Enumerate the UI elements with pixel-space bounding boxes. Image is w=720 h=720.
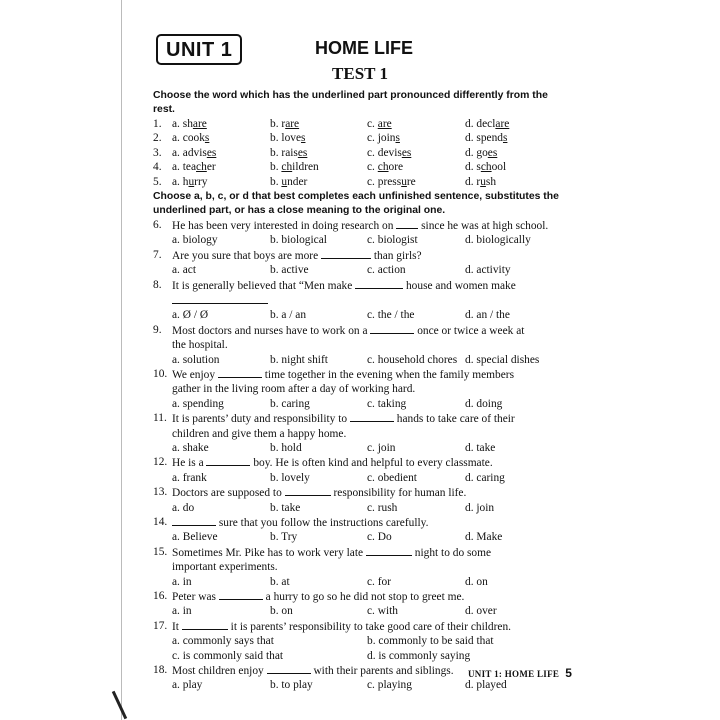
option-letter: a. xyxy=(172,175,180,188)
sentence-text: Doctors are supposed to xyxy=(172,487,285,500)
sentence-text: He is a xyxy=(172,457,207,470)
sentence-text: it is parents’ responsibility to take good care of their children. xyxy=(227,620,512,633)
underlined-part: es xyxy=(487,146,498,159)
question-number: 8. xyxy=(153,278,162,291)
sentence-text: Sometimes Mr. Pike has to work very late xyxy=(172,546,366,559)
sentence-text: night to do some xyxy=(411,546,492,559)
answer-option[interactable] xyxy=(367,175,416,189)
question-stem xyxy=(153,411,571,426)
answer-option[interactable]: a. biology xyxy=(172,234,218,247)
answer-option[interactable] xyxy=(367,160,403,174)
options-row xyxy=(153,397,571,411)
question-stem xyxy=(153,248,571,263)
page-footer xyxy=(468,664,578,682)
scan-artifact xyxy=(112,691,127,719)
answer-blank[interactable] xyxy=(350,411,394,422)
question-number: 7. xyxy=(153,248,162,261)
sentence-text: important experiments. xyxy=(172,561,278,574)
answer-option[interactable] xyxy=(367,146,411,160)
underlined-part: ch xyxy=(377,161,389,174)
question-row xyxy=(153,146,571,160)
answer-option[interactable]: a. frank xyxy=(172,471,207,484)
option-text: s xyxy=(476,161,481,174)
underlined-part: are xyxy=(285,118,300,130)
question-number: 16. xyxy=(153,589,168,602)
underlined-part: s xyxy=(395,132,400,145)
answer-option[interactable]: c. playing xyxy=(367,679,412,692)
options-row xyxy=(153,353,571,367)
sentence-text: time together in the evening when the family members xyxy=(261,368,515,381)
answer-option[interactable]: d. is commonly saying xyxy=(367,649,471,662)
answer-option[interactable]: c. taking xyxy=(367,397,407,410)
option-text: sh xyxy=(485,175,497,188)
answer-blank[interactable] xyxy=(370,323,414,334)
answer-option[interactable]: b. on xyxy=(270,605,293,618)
answer-option[interactable]: a. in xyxy=(172,605,192,618)
question-number: 15. xyxy=(153,545,168,558)
question-number: 2. xyxy=(153,132,162,145)
answer-option[interactable]: a. commonly says that xyxy=(172,635,274,648)
option-text: decl xyxy=(476,118,496,130)
section1-instruction: Choose the word which has the underlined part pronounced differently from the rest. xyxy=(153,90,548,115)
answer-option[interactable]: c. join xyxy=(367,441,396,454)
option-letter: d. xyxy=(465,132,474,145)
answer-option[interactable] xyxy=(172,175,207,189)
answer-option[interactable]: c. obedient xyxy=(367,471,417,484)
answer-option[interactable]: d. take xyxy=(465,441,496,454)
test-title: TEST 1 xyxy=(332,64,388,83)
answer-option[interactable]: b. active xyxy=(270,264,309,277)
question-number: 12. xyxy=(153,456,168,469)
sentence-text: with their parents and siblings. xyxy=(310,664,454,677)
question-stem xyxy=(153,218,571,233)
answer-option[interactable]: d. doing xyxy=(465,397,503,410)
underlined-part: are xyxy=(377,118,392,130)
underlined-part: es xyxy=(297,146,308,159)
option-text: sh xyxy=(182,118,193,130)
option-letter: c. xyxy=(367,146,375,159)
answer-option[interactable]: d. played xyxy=(465,679,507,692)
answer-option[interactable] xyxy=(270,175,307,189)
answer-option[interactable]: b. hold xyxy=(270,441,302,454)
answer-option[interactable]: d. Make xyxy=(465,531,503,544)
sentence-text: sure that you follow the instructions carefully. xyxy=(216,516,429,529)
question-stem xyxy=(153,323,571,338)
sentence-text: Peter was xyxy=(172,590,219,603)
answer-option[interactable]: d. caring xyxy=(465,471,505,484)
question-stem xyxy=(153,589,571,604)
answer-option[interactable] xyxy=(465,175,496,189)
answer-blank[interactable] xyxy=(220,293,268,304)
options-row xyxy=(153,308,571,322)
answer-option[interactable]: d. an / the xyxy=(465,309,510,322)
option-letter: c. xyxy=(367,161,375,174)
option-letter: d. xyxy=(465,161,474,174)
sentence-text: children and give them a happy home. xyxy=(172,427,347,440)
sentence-text: Are you sure that boys are more xyxy=(172,249,321,262)
question-stem xyxy=(153,485,571,500)
underlined-part: ch xyxy=(281,161,293,174)
answer-blank[interactable] xyxy=(355,278,403,289)
underlined-part: s xyxy=(301,132,306,145)
answer-option[interactable]: d. activity xyxy=(465,264,511,277)
option-letter: d. xyxy=(465,175,474,188)
answer-option[interactable] xyxy=(465,117,509,131)
question-stem xyxy=(153,455,571,470)
option-text: cook xyxy=(182,132,205,145)
section2-instruction: Choose a, b, c, or d that best completes each unfinished sentence, substitutes the underlined part, or has a close meaning to the original one. xyxy=(153,190,559,216)
answer-option[interactable]: b. biological xyxy=(270,234,327,247)
option-letter: a. xyxy=(172,161,180,174)
answer-option[interactable] xyxy=(367,117,392,131)
answer-blank[interactable] xyxy=(218,367,262,378)
answer-option[interactable]: a. do xyxy=(172,501,195,514)
question-stem xyxy=(153,619,571,634)
answer-option[interactable]: b. lovely xyxy=(270,471,310,484)
answer-option[interactable]: a. play xyxy=(172,679,203,692)
option-text: advis xyxy=(182,146,207,159)
option-text: r xyxy=(476,175,481,188)
underlined-part: u xyxy=(281,175,288,188)
option-text: nder xyxy=(287,175,308,188)
underlined-part: es xyxy=(206,146,217,159)
question-stem-continued xyxy=(153,560,571,574)
question-stem xyxy=(153,367,571,382)
page-header xyxy=(150,34,570,68)
sentence-text: Most children enjoy xyxy=(172,664,267,677)
option-text: h xyxy=(182,175,189,188)
option-letter: c. xyxy=(367,118,375,130)
option-letter: a. xyxy=(172,132,180,145)
option-text: ool xyxy=(491,161,507,174)
option-letter: d. xyxy=(465,146,474,159)
answer-blank[interactable] xyxy=(396,218,418,229)
answer-blank[interactable] xyxy=(219,589,263,600)
answer-option[interactable] xyxy=(465,146,497,160)
option-text: go xyxy=(476,146,488,159)
question-stem-continued xyxy=(153,427,571,441)
option-text: ildren xyxy=(292,161,319,174)
answer-option[interactable] xyxy=(465,160,506,174)
sentence-text: a hurry to go so he did not stop to greet me. xyxy=(262,590,465,603)
pronunciation-questions xyxy=(153,117,571,189)
question-number: 18. xyxy=(153,663,168,676)
question-number: 9. xyxy=(153,323,162,336)
options-row xyxy=(153,263,571,277)
answer-option[interactable]: d. over xyxy=(465,605,497,618)
answer-option[interactable]: a. act xyxy=(172,264,197,277)
answer-blank[interactable] xyxy=(267,663,311,674)
answer-blank[interactable] xyxy=(172,515,216,526)
answer-option[interactable]: c. biologist xyxy=(367,234,418,247)
question-number: 10. xyxy=(153,367,168,380)
answer-option[interactable]: c. with xyxy=(367,605,399,618)
options-row xyxy=(153,604,571,618)
option-letter: b. xyxy=(270,161,279,174)
option-text: love xyxy=(281,132,302,145)
answer-option[interactable]: c. the / the xyxy=(367,309,415,322)
answer-option[interactable]: c. rush xyxy=(367,501,398,514)
sentence-text: He has been very interested in doing research on xyxy=(172,219,397,232)
question-row xyxy=(153,131,571,145)
answer-blank[interactable] xyxy=(182,619,228,630)
running-head: UNIT 1: HOME LIFE xyxy=(468,669,560,679)
page-binding-edge xyxy=(121,0,122,720)
sentence-text: since he was at high school. xyxy=(418,219,549,232)
answer-option[interactable]: a. shake xyxy=(172,441,209,454)
answer-option[interactable]: b. at xyxy=(270,575,290,588)
answer-option[interactable] xyxy=(270,117,299,131)
options-row xyxy=(153,575,571,589)
answer-option[interactable]: c. for xyxy=(367,575,392,588)
answer-option[interactable] xyxy=(172,131,209,145)
sentence-text: house and women make xyxy=(403,279,516,292)
options-row xyxy=(153,233,571,247)
option-letter: b. xyxy=(270,175,279,188)
question-number: 1. xyxy=(153,118,162,130)
option-text: ore xyxy=(388,161,404,174)
question-number: 17. xyxy=(153,619,168,632)
option-text: re xyxy=(406,175,416,188)
question-stem xyxy=(153,278,571,293)
sentence-text: responsibility for human life. xyxy=(330,487,467,500)
sentence-questions xyxy=(153,218,571,693)
option-letter: b. xyxy=(270,118,279,130)
option-text: er xyxy=(206,161,216,174)
question-stem-continued xyxy=(153,293,571,308)
underlined-part: are xyxy=(192,118,207,130)
options-row xyxy=(153,441,571,455)
option-letter: c. xyxy=(367,132,375,145)
option-text: devis xyxy=(377,146,402,159)
answer-option[interactable]: d. on xyxy=(465,575,488,588)
answer-option[interactable] xyxy=(465,131,507,145)
answer-blank[interactable] xyxy=(366,545,412,556)
question-row xyxy=(153,117,571,131)
question-number: 5. xyxy=(153,175,162,188)
answer-option[interactable] xyxy=(270,146,307,160)
option-text: rry xyxy=(194,175,208,188)
answer-option[interactable]: b. night shift xyxy=(270,353,328,366)
option-text: join xyxy=(377,132,396,145)
answer-option[interactable]: c. is commonly said that xyxy=(172,649,284,662)
answer-option[interactable]: c. Do xyxy=(367,531,392,544)
sentence-text: once or twice a week at xyxy=(414,324,525,337)
answer-option[interactable]: c. household chores xyxy=(367,353,458,366)
options-row xyxy=(153,471,571,485)
underlined-part: es xyxy=(401,146,412,159)
question-number: 11. xyxy=(153,412,167,425)
underlined-part: ch xyxy=(480,161,492,174)
answer-option[interactable] xyxy=(172,146,216,160)
answer-option[interactable]: b. a / an xyxy=(270,309,307,322)
question-number: 6. xyxy=(153,218,162,231)
answer-option[interactable]: b. commonly to be said that xyxy=(367,635,494,648)
question-number: 14. xyxy=(153,515,168,528)
answer-option[interactable]: a. Believe xyxy=(172,531,218,544)
underlined-part: s xyxy=(502,132,508,145)
underlined-part: u xyxy=(188,175,195,188)
sentence-text: It is generally believed that “Men make xyxy=(172,279,356,292)
question-stem xyxy=(153,545,571,560)
answer-option[interactable]: b. to play xyxy=(270,679,313,692)
underlined-part: s xyxy=(204,132,210,145)
question-stem-continued xyxy=(153,338,571,352)
answer-blank[interactable] xyxy=(206,455,250,466)
unit-title: HOME LIFE xyxy=(315,38,413,58)
page-number: 5 xyxy=(565,666,572,680)
options-row xyxy=(153,649,571,663)
question-stem-continued xyxy=(153,382,571,396)
answer-option[interactable]: b. Try xyxy=(270,531,298,544)
answer-option[interactable]: b. take xyxy=(270,501,301,514)
sentence-text: Most doctors and nurses have to work on a xyxy=(172,324,371,337)
option-letter: b. xyxy=(270,132,279,145)
answer-option[interactable]: c. action xyxy=(367,264,406,277)
worksheet-content xyxy=(153,88,571,693)
answer-option[interactable]: a. solution xyxy=(172,353,220,366)
answer-option[interactable] xyxy=(270,160,319,174)
option-letter: a. xyxy=(172,118,180,130)
options-row xyxy=(153,501,571,515)
answer-option[interactable]: a. in xyxy=(172,575,192,588)
sentence-text: gather in the living room after a day of working hard. xyxy=(172,383,416,396)
question-row xyxy=(153,160,571,174)
option-letter: d. xyxy=(465,118,474,130)
answer-option[interactable]: d. special dishes xyxy=(465,353,540,366)
option-letter: b. xyxy=(270,146,279,159)
underlined-part: ch xyxy=(196,161,207,174)
underlined-part: u xyxy=(401,175,407,188)
sentence-text: boy. He is often kind and helpful to every classmate. xyxy=(250,457,493,470)
answer-option[interactable] xyxy=(367,131,400,145)
sentence-text: than girls? xyxy=(370,249,422,262)
answer-blank[interactable] xyxy=(172,293,220,304)
option-text: spend xyxy=(476,132,503,145)
option-letter: a. xyxy=(172,146,180,159)
option-text: rais xyxy=(281,146,298,159)
underlined-part: are xyxy=(495,118,510,130)
answer-option[interactable]: d. biologically xyxy=(465,234,531,247)
underlined-part: u xyxy=(480,175,486,188)
question-number: 13. xyxy=(153,486,168,499)
options-row xyxy=(153,530,571,544)
question-stem xyxy=(153,515,571,530)
option-text: tea xyxy=(182,161,197,174)
question-row xyxy=(153,175,571,189)
answer-option[interactable]: a. Ø / Ø xyxy=(172,309,209,322)
question-number: 3. xyxy=(153,146,162,159)
option-letter: c. xyxy=(367,175,375,188)
answer-option[interactable] xyxy=(270,131,305,145)
answer-option[interactable] xyxy=(172,160,216,174)
sentence-text: It is parents’ duty and responsibility to xyxy=(172,413,350,426)
unit-label: UNIT 1 xyxy=(156,34,242,65)
sentence-text: We enjoy xyxy=(172,368,218,381)
option-text: press xyxy=(377,175,402,188)
answer-blank[interactable] xyxy=(321,248,371,259)
sentence-text: hands to take care of their xyxy=(393,413,515,426)
answer-option[interactable]: b. caring xyxy=(270,397,310,410)
answer-option[interactable] xyxy=(172,117,207,131)
answer-blank[interactable] xyxy=(285,485,331,496)
answer-option[interactable]: d. join xyxy=(465,501,495,514)
option-text: r xyxy=(281,118,286,130)
sentence-text: It xyxy=(172,620,182,633)
options-row xyxy=(153,634,571,648)
question-number: 4. xyxy=(153,161,162,174)
answer-option[interactable]: a. spending xyxy=(172,397,224,410)
sentence-text: the hospital. xyxy=(172,339,228,352)
